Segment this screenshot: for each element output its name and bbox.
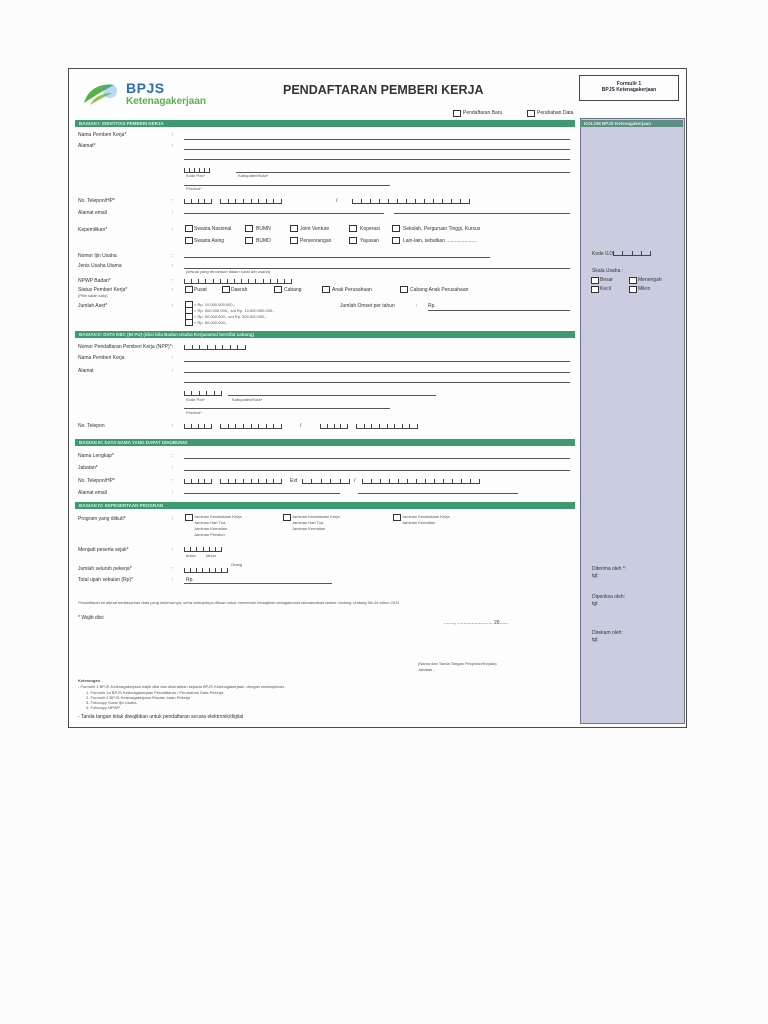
contact-mobile-field[interactable] xyxy=(362,477,480,484)
colon: : xyxy=(172,198,174,204)
business-license-label: Nomor Ijin Usaha xyxy=(78,253,117,259)
kode-ilo-field[interactable] xyxy=(613,249,651,256)
contact-phone-area-field[interactable] xyxy=(184,477,212,484)
status-daerah-checkbox[interactable] xyxy=(222,286,230,293)
skala-menengah-checkbox[interactable] xyxy=(629,277,637,284)
colon: : xyxy=(172,478,174,484)
notes-title: Keterangan xyxy=(78,678,101,683)
colon: : xyxy=(172,453,174,459)
colon: : xyxy=(172,423,174,429)
colon: : xyxy=(172,566,174,572)
status-option: Cabang Anak Perusahaan xyxy=(410,287,469,293)
ownership-option: BUMN xyxy=(256,226,271,232)
branch-mobile-area-field[interactable] xyxy=(320,422,348,429)
colon: : xyxy=(172,465,174,471)
branch-mobile-number-field[interactable] xyxy=(356,422,418,429)
phone-label: No. Telepon/HP* xyxy=(78,198,115,204)
address-label: Alamat* xyxy=(78,143,96,149)
turnover-label: Jumlah Omset per tahun xyxy=(340,303,395,309)
program-label: Program yang diikuti* xyxy=(78,516,126,522)
email-field-2[interactable] xyxy=(394,213,570,214)
contact-ext-field[interactable] xyxy=(302,477,350,484)
status-cabang-checkbox[interactable] xyxy=(274,286,282,293)
colon: : xyxy=(172,227,174,233)
branch-phone-number-field[interactable] xyxy=(220,422,282,429)
colon: : xyxy=(172,577,174,583)
postal-code-label: Kode Pos* xyxy=(186,173,205,178)
bpjs-logo-icon xyxy=(80,79,128,109)
colon: : xyxy=(172,355,174,361)
colon: : xyxy=(172,303,174,309)
status-pusat-checkbox[interactable] xyxy=(185,286,193,293)
branch-province-field[interactable] xyxy=(184,408,390,409)
skala-besar-label: Besar xyxy=(600,277,614,283)
ownership-yayasan-checkbox[interactable] xyxy=(349,237,357,244)
section-3-header: BAGIAN III: DATA NAMA YANG DAPAT DIHUBUNGI xyxy=(75,439,575,446)
signature-date: ........, ......................... 20...... xyxy=(444,620,508,626)
skala-label: Skala Usaha : xyxy=(592,268,624,274)
ownership-option: Yayasan xyxy=(360,238,380,244)
npwp-field[interactable] xyxy=(184,277,292,284)
program-option-1-checkbox[interactable] xyxy=(185,514,193,521)
ownership-lainnya-checkbox[interactable] xyxy=(392,237,400,244)
contact-name-label: Nama Lengkap* xyxy=(78,453,114,459)
program-item: Jaminan Hari Tua xyxy=(194,520,226,525)
phone-separator: / xyxy=(300,423,302,429)
address-line-2[interactable] xyxy=(184,159,570,160)
page-title: PENDAFTARAN PEMBERI KERJA xyxy=(283,83,484,97)
skala-besar-checkbox[interactable] xyxy=(591,277,599,284)
worker-count-label: Jumlah seluruh pekerja* xyxy=(78,566,132,572)
branch-name-field[interactable] xyxy=(184,361,570,362)
contact-email-label: Alamat email xyxy=(78,490,107,496)
branch-postal-code-label: Kode Pos* xyxy=(186,397,205,402)
ownership-option: Swasta Nasional xyxy=(194,226,232,232)
address-line-1[interactable] xyxy=(184,149,570,150)
ownership-swasta-asing-checkbox[interactable] xyxy=(185,237,193,244)
notes-line: 4. Fotocopy NPWP xyxy=(86,705,121,710)
province-field[interactable] xyxy=(184,185,390,186)
member-since-label: Menjadi peserta sejak* xyxy=(78,547,129,553)
branch-postal-code-field[interactable] xyxy=(184,389,222,396)
signature-caption: (Nama dan Tanda Tangan Pimpinan/Kepala) xyxy=(418,661,497,666)
branch-regency-label: Kabupaten/Kota* xyxy=(232,397,263,402)
status-anak-perusahaan-checkbox[interactable] xyxy=(322,286,330,293)
assets-label: Jumlah Aset* xyxy=(78,303,108,309)
branch-regency-field[interactable] xyxy=(228,395,436,396)
status-cabang-anak-checkbox[interactable] xyxy=(400,286,408,293)
month-label: bulan xyxy=(186,553,196,558)
branch-phone-label: No. Telepon xyxy=(78,423,105,429)
ownership-sekolah-checkbox[interactable] xyxy=(392,225,400,232)
colon: : xyxy=(172,263,174,269)
ownership-option: Swasta Asing xyxy=(194,238,225,244)
assets-option: > Rp. 10.000.000.000,- xyxy=(194,302,236,307)
business-license-field[interactable] xyxy=(184,257,490,258)
branch-province-label: Provinsi* xyxy=(186,410,202,415)
colon: : xyxy=(416,303,418,309)
ownership-joint-venture-checkbox[interactable] xyxy=(290,225,298,232)
colon: : xyxy=(172,253,174,259)
colon: : xyxy=(172,344,174,350)
notes-line: 2. Formulir 2 BPJS Ketenagakerjaan Rincian Iuran Pekerja xyxy=(86,695,191,700)
signature-position-label: Jabatan : xyxy=(418,667,435,672)
program-item: Jaminan Kecelakaan Kerja xyxy=(402,514,450,519)
employer-status-note: (Pilih salah satu) xyxy=(78,293,108,298)
employer-name-label: Nama Pemberi Kerja* xyxy=(78,132,127,138)
status-option: Pusat xyxy=(194,287,207,293)
formulir-box xyxy=(579,75,679,101)
assets-option: > Rp. 500.000.000,- s/d Rp. 10.000.000.000,- xyxy=(194,308,275,313)
diperiksa-date-label: tgl: xyxy=(592,601,599,607)
program-item: Jaminan Kematian xyxy=(194,526,228,531)
npwp-label: NPWP Badan* xyxy=(78,278,111,284)
turnover-currency: Rp. xyxy=(428,303,436,309)
branch-name-label: Nama Pemberi Kerja xyxy=(78,355,125,361)
branch-address-label: Alamat xyxy=(78,368,94,374)
ownership-bumn-checkbox[interactable] xyxy=(245,225,253,232)
contact-email-field-2[interactable] xyxy=(358,493,518,494)
notes-line: 1. Formulir 1a BPJS Ketenagakerjaan Pendaftaran / Perubahan Data Pekerja xyxy=(86,690,224,695)
regency-field[interactable] xyxy=(236,172,570,173)
npp-label: Nomor Pendaftaran Pemberi Kerja (NPP)* xyxy=(78,344,172,350)
new-registration-label: Pendaftaran Baru xyxy=(463,110,503,116)
total-wage-currency: Rp. xyxy=(186,577,194,583)
turnover-field[interactable] xyxy=(428,310,570,311)
formulir-label: Formulir 1 xyxy=(616,81,642,87)
colon: : xyxy=(172,490,174,496)
colon: : xyxy=(172,210,174,216)
province-label: Provinsi* xyxy=(186,186,202,191)
postal-code-field[interactable] xyxy=(184,166,210,173)
employer-name-field[interactable] xyxy=(184,139,570,140)
colon: : xyxy=(172,368,174,374)
section-1-header: BAGIAN I: IDENTITAS PEMBERI KERJA xyxy=(75,120,575,127)
data-change-label: Perubahan Data xyxy=(537,110,574,116)
contact-name-field[interactable] xyxy=(184,458,570,459)
orang-label: Orang xyxy=(231,562,243,567)
ownership-swasta-nasional-checkbox[interactable] xyxy=(185,225,193,232)
required-note: * Wajib diisi xyxy=(78,615,104,621)
branch-address-line-2[interactable] xyxy=(184,382,570,383)
notes-line: - Formulir 1 BPJS Ketenagakerjaan wajib diisi dan diserahkan kepada BPJS Ketenagakerjaan, dengan melampirkan : xyxy=(78,684,287,689)
ownership-koperasi-checkbox[interactable] xyxy=(349,225,357,232)
program-item: Jaminan Hari Tua xyxy=(292,520,324,525)
kode-ilo-label: Kode ILO: xyxy=(592,251,615,257)
colon: : xyxy=(172,287,174,293)
program-item: Jaminan Kecelakaan Kerja xyxy=(292,514,340,519)
new-registration-checkbox[interactable] xyxy=(453,110,461,117)
notes-signature-note: - Tanda tangan tidak diwajibkan untuk pendaftaran secara elektronik/digital xyxy=(78,714,244,720)
assets-option: < Rp. 50.000.000,- xyxy=(194,320,228,325)
diterima-label: Diterima oleh *: xyxy=(592,566,627,572)
logo-title: BPJS xyxy=(126,80,165,96)
phone-number-field[interactable] xyxy=(220,197,282,204)
skala-mikro-checkbox[interactable] xyxy=(629,286,637,293)
contact-position-field[interactable] xyxy=(184,470,570,471)
assets-option-4-checkbox[interactable] xyxy=(185,319,193,326)
program-item: Jaminan Kecelakaan Kerja xyxy=(194,514,242,519)
business-type-note: (sesuai yang tercantum dalam surat izin usaha) xyxy=(186,269,271,274)
colon: : xyxy=(172,143,174,149)
ownership-option: Perseorangan xyxy=(300,238,332,244)
colon: : xyxy=(172,547,174,553)
contact-ext-label: Ext xyxy=(290,478,298,484)
contact-position-label: Jabatan* xyxy=(78,465,98,471)
data-change-checkbox[interactable] xyxy=(527,110,535,117)
skala-menengah-label: Menengah xyxy=(638,277,662,283)
contact-phone-number-field[interactable] xyxy=(220,477,282,484)
status-option: Daerah xyxy=(231,287,248,293)
statement-text: Pendaftaran ini dibuat berdasarkan data yang sebenarnya, serta selanjutnya dibuat untuk memenuhi kewajiban sebagaimana diamanatkan dalam Undang-Undang No.24 tahun 2011 xyxy=(78,600,400,605)
ownership-perseorangan-checkbox[interactable] xyxy=(290,237,298,244)
ownership-option: Joint Venture xyxy=(300,226,330,232)
ownership-bumd-checkbox[interactable] xyxy=(245,237,253,244)
assets-option: > Rp. 50.000.000,- s/d Rp. 500.000.000,- xyxy=(194,314,267,319)
skala-kecil-label: Kecil xyxy=(600,286,611,292)
logo-subtitle: Ketenagakerjaan xyxy=(126,96,207,107)
colon: : xyxy=(172,516,174,522)
ownership-option: BUMD xyxy=(256,238,271,244)
contact-phone-label: No. Telepon/HP* xyxy=(78,478,115,484)
employer-status-label: Status Pemberi Kerja* xyxy=(78,287,128,293)
year-label: tahun xyxy=(206,553,217,558)
phone-area-code-field[interactable] xyxy=(184,197,212,204)
regency-label: Kabupaten/Kota* xyxy=(238,173,269,178)
total-wage-field[interactable] xyxy=(184,583,332,584)
ownership-option: Lain-lain, sebutkan ...................... xyxy=(403,238,477,244)
email-field-1[interactable] xyxy=(184,213,384,214)
skala-kecil-checkbox[interactable] xyxy=(591,286,599,293)
member-since-field[interactable] xyxy=(184,545,222,552)
direkam-date-label: tgl: xyxy=(592,637,599,643)
section-2-header: BAGIAN II: DATA KBC (BI PU) (diisi bila Badan Usaha Kerjasama/ bersifat cabang) xyxy=(75,331,575,338)
branch-address-line-1[interactable] xyxy=(184,372,570,373)
phone-separator: / xyxy=(354,478,356,484)
program-option-2-checkbox[interactable] xyxy=(283,514,291,521)
ownership-option: Sekolah, Perguruan Tinggi, Kursus xyxy=(403,226,481,232)
ownership-label: Kepemilikan* xyxy=(78,227,108,233)
status-option: Cabang xyxy=(284,287,302,293)
colon: : xyxy=(172,132,174,138)
status-option: Anak Perusahaan xyxy=(332,287,372,293)
program-item: Jaminan Kematian xyxy=(292,526,326,531)
worker-count-field[interactable] xyxy=(184,566,228,573)
colon: : xyxy=(172,278,174,284)
ownership-option: Koperasi xyxy=(360,226,380,232)
email-label: Alamat email xyxy=(78,210,107,216)
diterima-date-label: tgl: xyxy=(592,573,599,579)
program-item: Jaminan Kematian xyxy=(402,520,436,525)
mobile-number-field[interactable] xyxy=(352,197,470,204)
program-option-3-checkbox[interactable] xyxy=(393,514,401,521)
notes-line: 3. Fotocopy Surat Ijin Usaha xyxy=(86,700,137,705)
branch-phone-area-field[interactable] xyxy=(184,422,212,429)
total-wage-label: Total upah sebulan (Rp)* xyxy=(78,577,134,583)
phone-separator: / xyxy=(336,198,338,204)
skala-mikro-label: Mikro xyxy=(638,286,651,292)
side-panel-header: KOLOM BPJS Ketenagakerjaan xyxy=(580,120,683,127)
npp-field[interactable] xyxy=(184,343,246,350)
diperiksa-label: Diperiksa oleh: xyxy=(592,594,626,600)
business-type-label: Jenis Usaha Utama xyxy=(78,263,122,269)
section-4-header: BAGIAN IV: KEPESERTAAN PROGRAM xyxy=(75,502,575,509)
direkam-label: Direkam oleh: xyxy=(592,630,623,636)
program-item: Jaminan Pensiun xyxy=(194,532,225,537)
formulir-sublabel: BPJS Ketenagakerjaan xyxy=(601,87,657,93)
contact-email-field-1[interactable] xyxy=(184,493,340,494)
